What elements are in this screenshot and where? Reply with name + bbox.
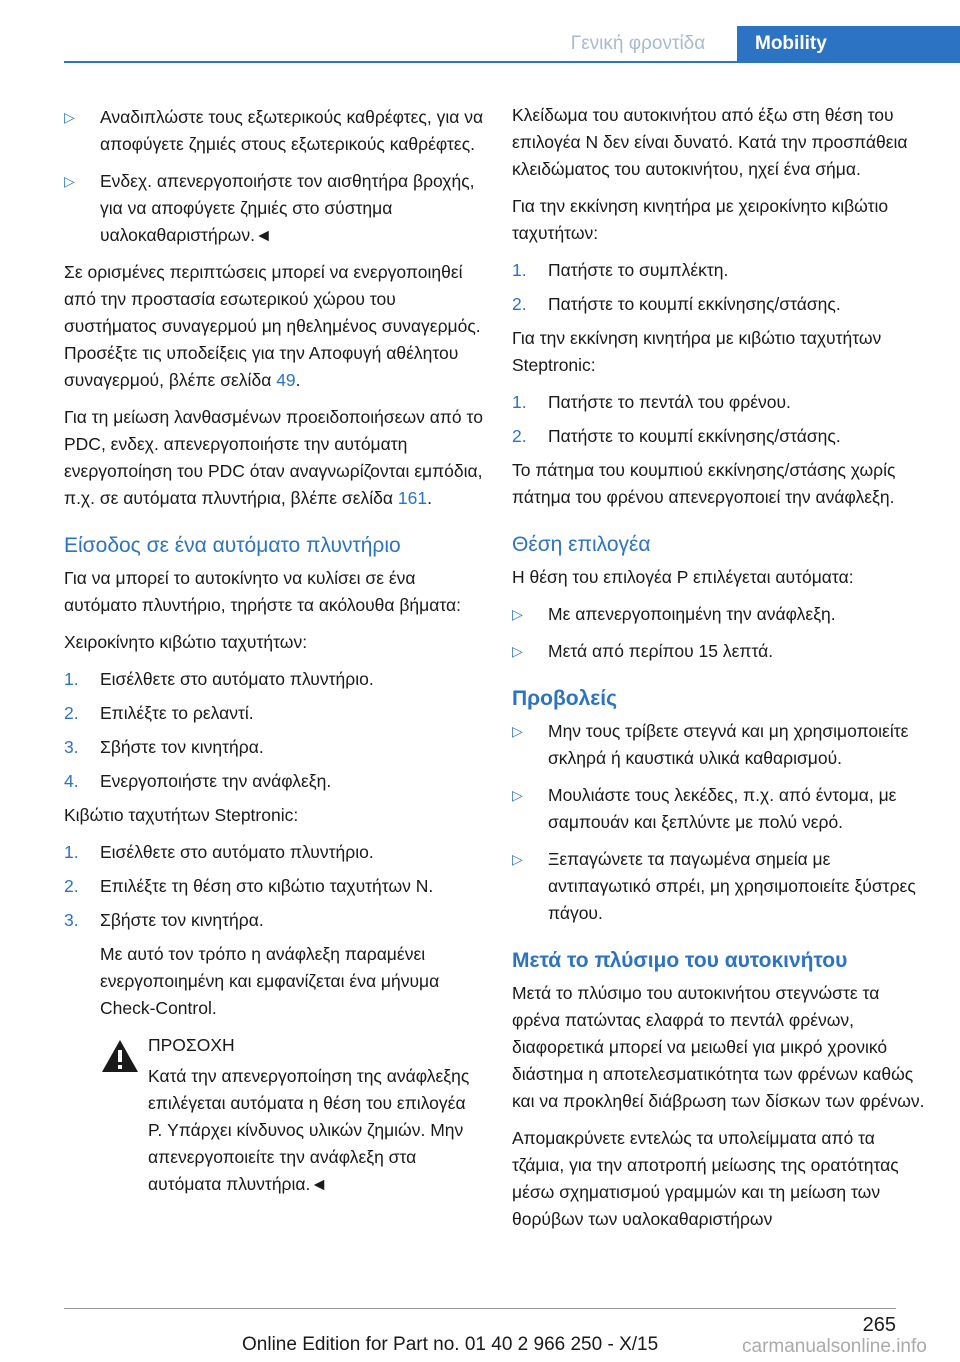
list-item: 3. Σβήστε τον κινητήρα.	[64, 737, 264, 757]
warning-box	[64, 1032, 484, 1198]
paragraph: Το πάτημα του κουμπιού εκκίνησης/στάσης χωρίς πάτημα του φρένου απενεργοποιεί την ανάφλεξη.	[512, 460, 896, 507]
list-item: 2. Πατήστε το κουμπί εκκίνησης/στάσης.	[512, 294, 841, 314]
list-item: ▷ Μουλιάστε τους λεκέδες, π.χ. από έντομα, με σαμπουάν και ξεπλύντε με πολύ νερό.	[512, 782, 930, 836]
header-rule	[64, 61, 960, 63]
list-item: ▷ Μην τους τρίβετε στεγνά και μη χρησιμοποιείτε σκληρά ή καυστικά υλικά καθαρισμού.	[512, 718, 930, 772]
step-note: Με αυτό τον τρόπο η ανάφλεξη παραμένει ενεργοποιημένη και εμφανίζεται ένα μήνυμα Check-Control.	[100, 944, 440, 1018]
paragraph: Κλείδωμα του αυτοκινήτου από έξω στη θέση του επιλογέα N δεν είναι δυνατό. Κατά την προσπάθεια κλειδώματος του αυτοκινήτου, ηχεί ένα σήμα.	[512, 105, 908, 179]
list-item: ▷ Με απενεργοποιημένη την ανάφλεξη.	[512, 601, 930, 628]
page-number: 265	[862, 1314, 896, 1336]
paragraph: Για να μπορεί το αυτοκίνητο να κυλίσει σε ένα αυτόματο πλυντήριο, τηρήστε τα ακόλουθα βήματα:	[64, 568, 462, 615]
warning-text: Κατά την απενεργοποίηση της ανάφλεξης επιλέγεται αυτόματα η θέση του επιλογέα P. Υπάρχει κίνδυνος υλικών ζημιών. Μην απενεργοποιείτε την ανάφλεξη στα αυτόματα πλυντήρια.◄	[148, 1066, 470, 1194]
list-item: 1. Πατήστε το πεντάλ του φρένου.	[512, 392, 791, 412]
warning-triangle-icon	[100, 1038, 140, 1074]
section-heading: Μετά το πλύσιμο του αυτοκινήτου	[512, 949, 848, 972]
section-heading: Προβολείς	[512, 687, 618, 710]
list-item: 1. Εισέλθετε στο αυτόματο πλυντήριο.	[64, 842, 374, 862]
list-item: 2. Πατήστε το κουμπί εκκίνησης/στάσης.	[512, 426, 841, 446]
list-item: ▷ Αναδιπλώστε τους εξωτερικούς καθρέφτες, για να αποφύγετε ζημιές στους εξωτερικούς καθρέφτες.	[64, 104, 484, 158]
paragraph: Μετά το πλύσιμο του αυτοκινήτου στεγνώστε τα φρένα πατώντας ελαφρά το πεντάλ φρένων, διαφορετικά μπορεί να μειωθεί για μικρό χρονικό διάστημα η αποτελεσματικότητα των φρένων καθώς και να προκληθεί διάβρωση των δίσκων των φρένων.	[512, 983, 925, 1111]
triangle-bullet-icon: ▷	[64, 109, 75, 125]
paragraph: Απομακρύνετε εντελώς τα υπολείμματα από τα τζάμια, για την αποτροπή μείωσης της ορατότητας μέσω σχηματισμού γραμμών και τη μείωση των θορύβων των υαλοκαθαριστήρων	[512, 1128, 899, 1229]
warning-title: ΠΡΟΣΟΧΗ	[148, 1035, 235, 1055]
list-label: Για την εκκίνηση κινητήρα με κιβώτιο ταχυτήτων Steptronic:	[512, 328, 882, 375]
triangle-bullet-icon: ▷	[512, 643, 523, 659]
paragraph: Η θέση του επιλογέα P επιλέγεται αυτόματα:	[512, 567, 854, 587]
left-column	[64, 104, 484, 1198]
watermark: carmanualsonline.info	[742, 1336, 927, 1357]
triangle-bullet-icon: ▷	[512, 606, 523, 622]
page-header	[0, 0, 960, 62]
list-item: 1. Πατήστε το συμπλέκτη.	[512, 260, 729, 280]
tab-general-care[interactable]: Γενική φροντίδα	[570, 33, 706, 54]
list-item: 4. Ενεργοποιήστε την ανάφλεξη.	[64, 771, 332, 791]
triangle-bullet-icon: ▷	[64, 173, 75, 189]
footer-rule	[64, 1308, 896, 1309]
right-column	[512, 102, 930, 1243]
paragraph: Σε ορισμένες περιπτώσεις μπορεί να ενεργοποιηθεί από την προστασία εσωτερικού χώρου του συστήματος συναγερμού μη ηθελημένος συναγερμός. Προσέξτε τις υποδείξεις για την Αποφυγή αθέλητου συναγερμού, βλέπε σελίδα 49.	[64, 262, 481, 390]
triangle-bullet-icon: ▷	[512, 851, 523, 867]
list-item: ▷ Ενδεχ. απενεργοποιήστε τον αισθητήρα βροχής, για να αποφύγετε ζημιές στο σύστημα υαλοκαθαριστήρων.◄	[64, 168, 484, 249]
list-label: Για την εκκίνηση κινητήρα με χειροκίνητο κιβώτιο ταχυτήτων:	[512, 196, 889, 243]
page-link[interactable]: 161	[397, 488, 428, 508]
list-label: Κιβώτιο ταχυτήτων Steptronic:	[64, 805, 299, 825]
list-item: ▷ Μετά από περίπου 15 λεπτά.	[512, 638, 930, 665]
list-item: ▷ Ξεπαγώνετε τα παγωμένα σημεία με αντιπαγωτικό σπρέι, μη χρησιμοποιείτε ξύστρες πάγου.	[512, 846, 930, 927]
list-item: 3. Σβήστε τον κινητήρα.	[64, 910, 264, 930]
edition-line: Online Edition for Part no. 01 40 2 966 250 - X/15	[242, 1334, 659, 1355]
list-label: Χειροκίνητο κιβώτιο ταχυτήτων:	[64, 632, 308, 652]
section-heading: Θέση επιλογέα	[512, 533, 651, 556]
section-heading: Είσοδος σε ένα αυτόματο πλυντήριο	[64, 534, 401, 557]
triangle-bullet-icon: ▷	[512, 723, 523, 739]
list-item: 2. Επιλέξτε τη θέση στο κιβώτιο ταχυτήτων N.	[64, 876, 434, 896]
paragraph: Για τη μείωση λανθασμένων προειδοποιήσεων από το PDC, ενδεχ. απενεργοποιήστε την αυτόματη ενεργοποίηση του PDC όταν αναγνωρίζονται εμπόδια, π.χ. σε αυτόματα πλυντήρια, βλέπε σελίδα 161.	[64, 407, 483, 508]
list-item: 2. Επιλέξτε το ρελαντί.	[64, 703, 254, 723]
triangle-bullet-icon: ▷	[512, 787, 523, 803]
list-item: 1. Εισέλθετε στο αυτόματο πλυντήριο.	[64, 669, 374, 689]
page-link[interactable]: 49	[276, 370, 296, 390]
tab-mobility[interactable]: Mobility	[737, 26, 960, 62]
